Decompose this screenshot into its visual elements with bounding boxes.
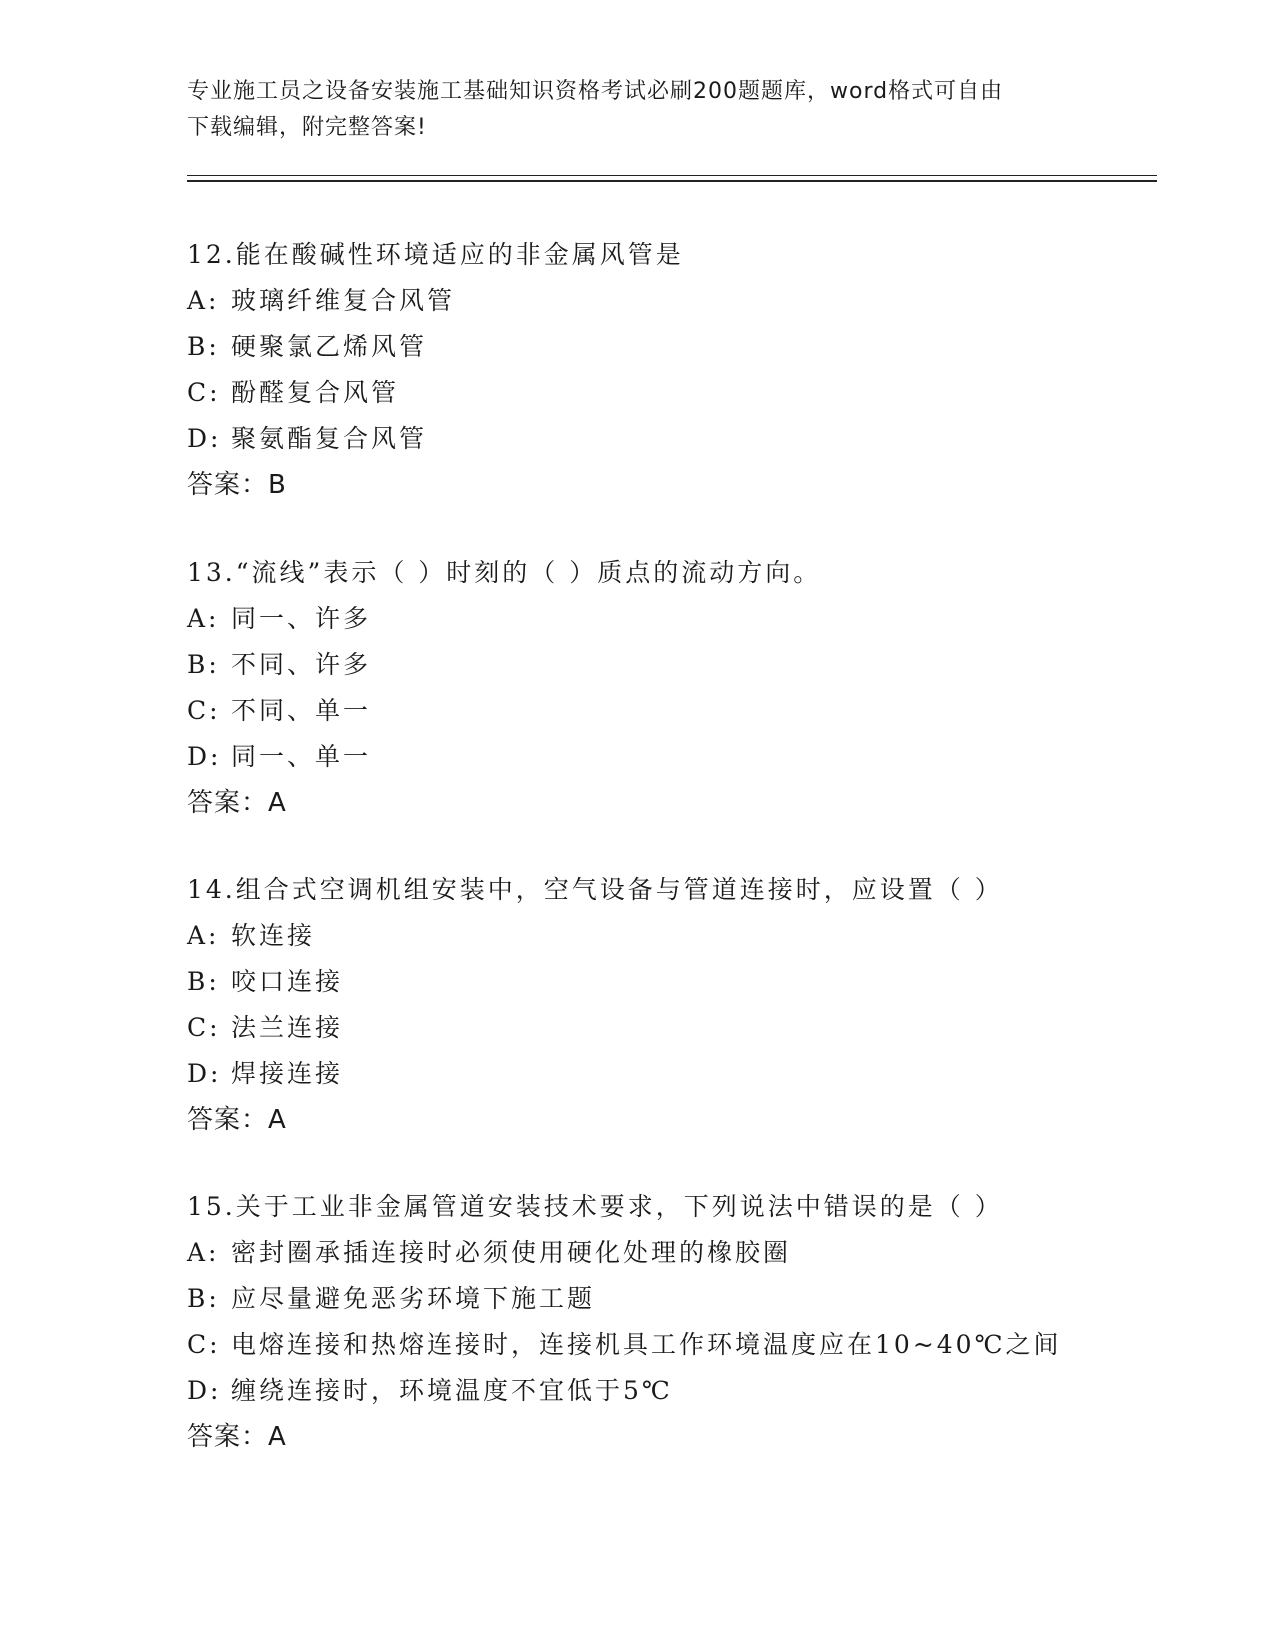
question-13 [187,550,1167,826]
question-15 [187,1184,1167,1460]
option-label: C: [187,378,221,407]
option-label: C: [187,1013,221,1042]
option-c [187,688,1167,734]
header-line-1: 专业施工员之设备安装施工基础知识资格考试必刷200题题库，word格式可自由 [187,79,1004,104]
option-text: 不同、单一 [231,696,372,725]
option-label: D: [187,424,222,453]
option-text: 咬口连接 [231,967,344,996]
option-text: 密封圈承插连接时必须使用硬化处理的橡胶圈 [231,1238,792,1267]
option-d [187,1368,1167,1414]
question-stem: 15.关于工业非金属管道安装技术要求，下列说法中错误的是（ ） [187,1192,1003,1221]
option-label: B: [187,650,220,679]
document-header [187,74,1067,146]
option-text: 硬聚氯乙烯风管 [231,332,428,361]
option-label: D: [187,1059,222,1088]
option-b [187,324,1167,370]
option-text: 焊接连接 [231,1059,344,1088]
option-text: 法兰连接 [231,1013,344,1042]
option-text: 缠绕连接时，环境温度不宜低于5℃ [231,1376,673,1405]
option-text: 电熔连接和热熔连接时，连接机具工作环境温度应在10~40℃之间 [231,1330,1062,1359]
option-d [187,1051,1167,1097]
option-b [187,1276,1167,1322]
question-stem: 14.组合式空调机组安装中，空气设备与管道连接时，应设置（ ） [187,875,1003,904]
option-d [187,416,1167,462]
option-label: D: [187,1376,222,1405]
question-12 [187,232,1167,508]
answer-line: 答案：A [187,1105,287,1135]
option-label: C: [187,1330,221,1359]
option-c [187,1322,1167,1368]
option-label: A: [187,604,220,633]
option-label: A: [187,1238,220,1267]
option-d [187,734,1167,780]
option-label: C: [187,696,221,725]
option-label: D: [187,742,222,771]
option-text: 聚氨酯复合风管 [231,424,428,453]
option-a [187,596,1167,642]
option-b [187,959,1167,1005]
option-c [187,1005,1167,1051]
option-label: B: [187,1284,220,1313]
question-stem: 13.“流线”表示（ ）时刻的（ ）质点的流动方向。 [187,558,822,587]
question-stem: 12.能在酸碱性环境适应的非金属风管是 [187,240,684,269]
question-14 [187,867,1167,1143]
option-text: 酚醛复合风管 [231,378,400,407]
option-c [187,370,1167,416]
answer-line: 答案：A [187,1422,287,1452]
option-a [187,913,1167,959]
answer-line: 答案：B [187,470,287,500]
option-text: 软连接 [231,921,316,950]
option-label: A: [187,921,220,950]
option-b [187,642,1167,688]
option-a [187,278,1167,324]
option-label: A: [187,286,220,315]
option-a [187,1230,1167,1276]
option-text: 玻璃纤维复合风管 [231,286,456,315]
option-text: 不同、许多 [231,650,372,679]
option-text: 同一、许多 [231,604,372,633]
option-label: B: [187,332,220,361]
option-text: 同一、单一 [231,742,372,771]
option-text: 应尽量避免恶劣环境下施工题 [231,1284,596,1313]
header-line-2: 下载编辑，附完整答案! [187,115,427,140]
option-label: B: [187,967,220,996]
answer-line: 答案：A [187,788,287,818]
header-rule-thin [187,175,1157,176]
header-rule-thick [187,180,1157,182]
